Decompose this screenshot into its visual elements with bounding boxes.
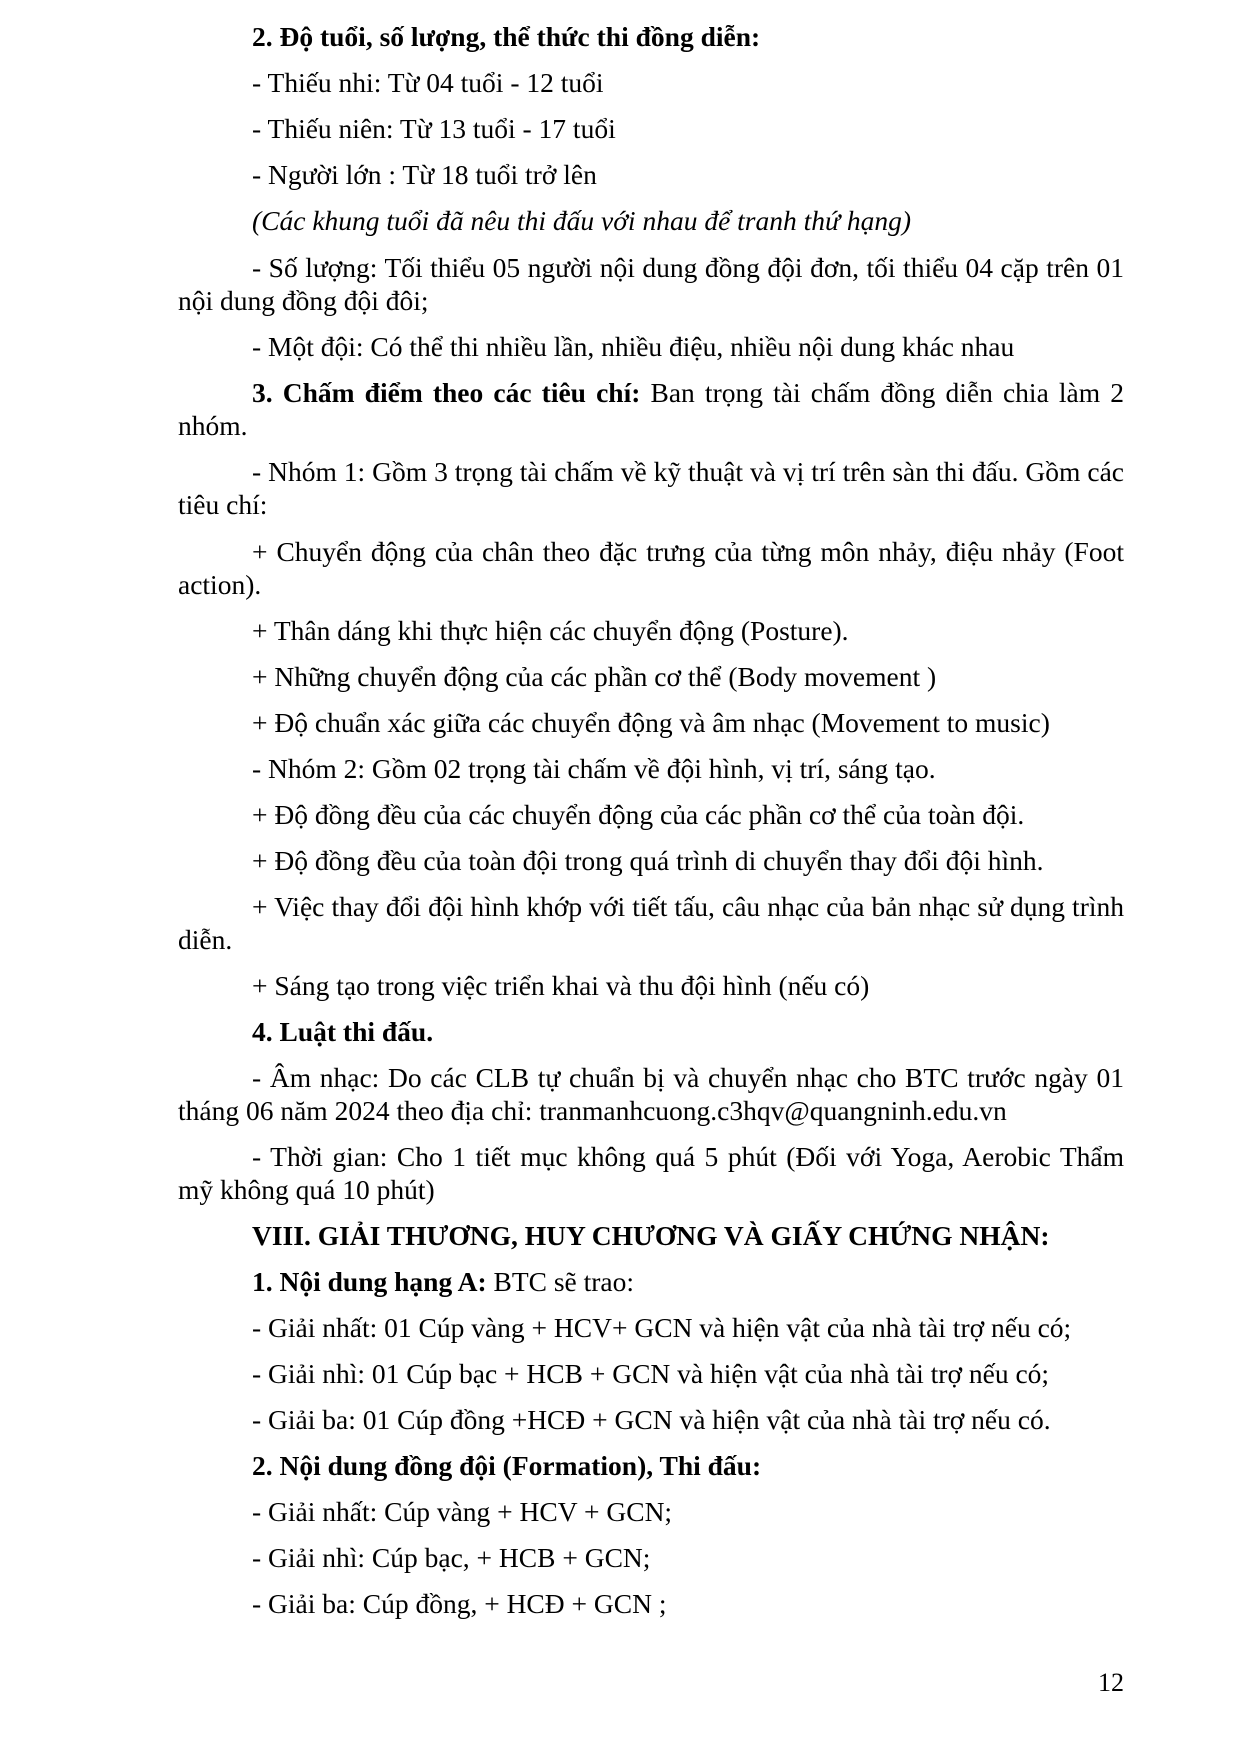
age-group-teen: - Thiếu niên: Từ 13 tuổi - 17 tuổi <box>252 113 616 144</box>
age-group-note: (Các khung tuổi đã nêu thi đấu với nhau để tranh thứ hạng) <box>252 205 912 236</box>
time-paragraph: - Thời gian: Cho 1 tiết mục không quá 5 phút (Đối với Yoga, Aerobic Thẩm mỹ không quá 10 phút) <box>178 1141 1124 1205</box>
section-3-paragraph <box>178 376 1124 442</box>
formation-first-prize: - Giải nhất: Cúp vàng + HCV + GCN; <box>252 1496 673 1527</box>
group-1-paragraph: - Nhóm 1: Gồm 3 trọng tài chấm về kỹ thuật và vị trí trên sàn thi đấu. Gồm các tiêu chí: <box>178 456 1124 520</box>
quantity-paragraph: - Số lượng: Tối thiểu 05 người nội dung đồng đội đơn, tối thiểu 04 cặp trên 01 nội dung đồng đội đôi; <box>178 252 1124 316</box>
category-a-heading-rest: BTC sẽ trao: <box>486 1266 635 1297</box>
formation-second-prize: - Giải nhì: Cúp bạc, + HCB + GCN; <box>252 1542 651 1573</box>
section-4-heading: 4. Luật thi đấu. <box>252 1016 434 1047</box>
criterion-team-sync: + Độ đồng đều của các chuyển động của các phần cơ thể của toàn đội. <box>252 799 1025 830</box>
group-2-paragraph: - Nhóm 2: Gồm 02 trọng tài chấm về đội hình, vị trí, sáng tạo. <box>252 753 936 784</box>
section-8-heading: VIII. GIẢI THƯƠNG, HUY CHƯƠNG VÀ GIẤY CHỨNG NHẬN: <box>252 1220 1050 1251</box>
criterion-body-movement: + Những chuyển động của các phần cơ thể (Body movement ) <box>252 661 937 692</box>
category-a-heading: 1. Nội dung hạng A: <box>252 1266 487 1297</box>
category-a-heading-line <box>252 1265 634 1298</box>
criterion-movement-to-music: + Độ chuẩn xác giữa các chuyển động và âm nhạc (Movement to music) <box>252 707 1050 738</box>
section-2-heading: 2. Độ tuổi, số lượng, thể thức thi đồng diễn: <box>252 21 761 52</box>
page-number: 12 <box>1098 1668 1124 1697</box>
category-a-third-prize: - Giải ba: 01 Cúp đồng +HCĐ + GCN và hiện vật của nhà tài trợ nếu có. <box>252 1404 1051 1435</box>
criterion-tempo: + Việc thay đổi đội hình khớp với tiết tấu, câu nhạc của bản nhạc sử dụng trình diễn. <box>178 891 1124 955</box>
section-3-heading: 3. Chấm điểm theo các tiêu chí: <box>252 377 641 408</box>
criterion-posture: + Thân dáng khi thực hiện các chuyển động (Posture). <box>252 615 849 646</box>
formation-third-prize: - Giải ba: Cúp đồng, + HCĐ + GCN ; <box>252 1588 667 1619</box>
criterion-formation-change: + Độ đồng đều của toàn đội trong quá trình di chuyển thay đổi đội hình. <box>252 845 1044 876</box>
music-paragraph: - Âm nhạc: Do các CLB tự chuẩn bị và chuyển nhạc cho BTC trước ngày 01 tháng 06 năm 2024 theo địa chỉ: tranmanhcuong.c3hqv@quangninh.edu.vn <box>178 1062 1124 1126</box>
formation-heading: 2. Nội dung đồng đội (Formation), Thi đấu: <box>252 1450 762 1481</box>
age-group-child: - Thiếu nhi: Từ 04 tuổi - 12 tuổi <box>252 67 604 98</box>
section-3-heading-rest: Ban trọng tài chấm đồng diễn chia làm 2 nhóm. <box>178 377 1124 441</box>
criterion-creativity: + Sáng tạo trong việc triển khai và thu đội hình (nếu có) <box>252 970 870 1001</box>
category-a-second-prize: - Giải nhì: 01 Cúp bạc + HCB + GCN và hiện vật của nhà tài trợ nếu có; <box>252 1358 1050 1389</box>
category-a-first-prize: - Giải nhất: 01 Cúp vàng + HCV+ GCN và hiện vật của nhà tài trợ nếu có; <box>252 1312 1072 1343</box>
age-group-adult: - Người lớn : Từ 18 tuổi trở lên <box>252 159 597 190</box>
criterion-foot-action: + Chuyển động của chân theo đặc trưng của từng môn nhảy, điệu nhảy (Foot action). <box>178 536 1124 600</box>
one-team-paragraph: - Một đội: Có thể thi nhiều lần, nhiều điệu, nhiều nội dung khác nhau <box>252 331 1015 362</box>
